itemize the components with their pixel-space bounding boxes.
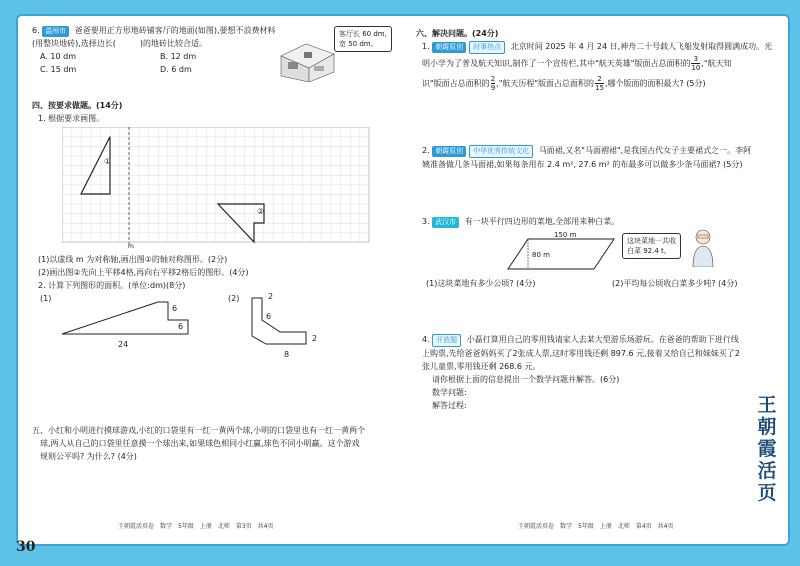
- right-column: [416, 24, 776, 412]
- q6-options: [32, 50, 272, 63]
- q3-sub-2: (2)平均每公顷收白菜多少吨? (4分): [612, 279, 738, 288]
- room-size-note: 客厅长 60 dm, 宽 50 dm。: [334, 26, 392, 52]
- shape-1-label: ①: [104, 157, 112, 166]
- left-footer: 王朝霞活页卷 数学 5年级 上册 北师 第3页 共4页: [118, 523, 274, 530]
- fig2-dim-c: 2: [312, 334, 318, 343]
- region-tag-wuhan: 武汉市: [432, 217, 459, 228]
- q6-text-2b: )的地砖比较合适。: [139, 39, 208, 48]
- fraction-hero: $\frac{3}{10}$: [691, 55, 701, 72]
- drawing-sub-2: (2)画出图②先向上平移4格,再向右平移2格后的图形。(4分): [38, 268, 249, 277]
- solution-label: 解答过程:: [432, 401, 467, 410]
- math-question-label: 数学问题:: [432, 388, 467, 397]
- fraction-knowledge: $\frac{2}{9}$: [490, 75, 496, 92]
- brand-logo-text: 王朝霞活页: [757, 394, 777, 504]
- fig2-label: (2): [228, 294, 240, 303]
- open-question-tag: 开放题: [432, 334, 461, 347]
- fig1-dim-c: 24: [118, 340, 129, 349]
- q6-text-2: (用整块地砖),选择边长(: [32, 39, 116, 48]
- question-6-4: 4. 开放题 小磊打算用自己的零用钱请家人去某大型游乐场游玩。在爸爸的帮助下进行线 上购票,先给爸爸妈妈买了2张成人票,这时零用钱还剩 897.6 元,接着又给自己和妹妹买了2 张儿童票,零用钱还剩 268.6 元。 请你根据上面的信息提出一个数学问题并解答。(6分) 数学问题: 解答过程:: [416, 333, 776, 412]
- shape-2-label: ②: [257, 207, 265, 216]
- q6-number: 6.: [32, 26, 40, 35]
- q6-option-a[interactable]: A. 10 dm: [40, 52, 77, 61]
- question-6: [32, 24, 404, 96]
- q6-option-c[interactable]: C. 15 dm: [40, 65, 77, 74]
- fig1-label: (1): [40, 294, 52, 303]
- field-base-label: 150 m: [554, 231, 577, 239]
- q3-sub-1: (1)这块菜地有多少公顷? (4分): [426, 279, 536, 288]
- q1-drawing-title: 1. 根据要求画图。: [38, 114, 105, 123]
- fig2-dim-b: 6: [266, 312, 272, 321]
- drawing-grid[interactable]: [62, 127, 374, 249]
- culture-tag: 中华优秀传统文化: [469, 145, 533, 158]
- section-6-title: 六、解决问题。(24分): [416, 29, 499, 38]
- page-number: 30: [16, 539, 36, 555]
- farmer-illustration: [690, 227, 716, 267]
- left-column: [32, 24, 404, 463]
- fraction-history: $\frac{2}{15}$: [595, 75, 604, 92]
- question-6-2: 2. 朝霞原创 中华优秀传统文化 马面裙,又名"马面褶裙",是我国古代女子主要裙式之一。李阿 姨准备做几条马面裙,如果每条用布 2.4 m², 27.6 m² 的布最多可以做多少条马面裙? (5分): [422, 146, 752, 169]
- right-footer: 王朝霞活页卷 数学 5年级 上册 北师 第4页 共4页: [518, 523, 674, 530]
- question-6-3: 3. 武汉市 有一块平行四边形的菜地,全部用来种白菜。 150 m 80 m 这块菜地一共收 白菜 92.4 t。 (1)这块菜地有多少公顷? (4分) (2)平均每公顷收白菜多少吨? (4分): [422, 217, 738, 288]
- fig2-dim-a: 2: [268, 292, 274, 301]
- q6-region-tag: 温州市: [42, 26, 69, 37]
- section-4-title: 四、按要求做题。(14分): [32, 101, 123, 110]
- question-6-1: 1. 朝霞原创 时事热点 北京时间 2025 年 4 月 24 日,神舟二十号载人飞船发射取得圆满成功。光 明小学为了普及航天知识,制作了一个宣传栏,其中"航天英雄"版面占总面积的 $\frac{3}{10}$ ,"航天知 识"版面占总面积的 $\frac{2}{9}$ ,"航天历程"版面占总面积的 $\frac{2}{15}$ ,哪个版面的面积最大? (5分): [422, 42, 773, 92]
- q6-option-d[interactable]: D. 6 dm: [160, 65, 192, 74]
- q2-area-title: 2. 计算下列图形的面积。(单位:dm)(8分): [38, 281, 186, 290]
- harvest-speech-bubble: 这块菜地一共收 白菜 92.4 t。: [622, 233, 681, 259]
- original-tag: 朝霞原创: [432, 42, 466, 53]
- drawing-sub-1: (1)以虚线 m 为对称轴,画出图①的轴对称图形。(2分): [38, 255, 228, 264]
- section-5-text-3: 规则公平吗? 为什么? (4分): [40, 452, 137, 461]
- living-room-illustration: [276, 36, 336, 82]
- q6-text: 爸爸要用正方形地砖铺客厅的地面(如图),要想不浪费材料: [74, 26, 276, 35]
- fig1-dim-a: 6: [172, 304, 178, 313]
- axis-label: m: [128, 243, 134, 250]
- field-height-label: 80 m: [532, 251, 550, 259]
- original-tag-2: 朝霞原创: [432, 146, 466, 157]
- topic-tag: 时事热点: [469, 41, 505, 54]
- section-5-text-2: 球,两人从自己的口袋里任意摸一个球出来,如果球色相同小红赢,球色不同小明赢。这个游戏: [40, 439, 360, 448]
- fig1-dim-b: 6: [178, 322, 184, 331]
- section-5: [32, 424, 404, 463]
- q6-option-b[interactable]: B. 12 dm: [160, 52, 197, 61]
- fig2-dim-d: 8: [284, 350, 290, 359]
- section-5-text-1: 五、小红和小明进行摸球游戏,小红的口袋里有一红一黄两个球,小明的口袋里也有一红一黄两个: [32, 426, 366, 435]
- worksheet-page: [16, 14, 790, 546]
